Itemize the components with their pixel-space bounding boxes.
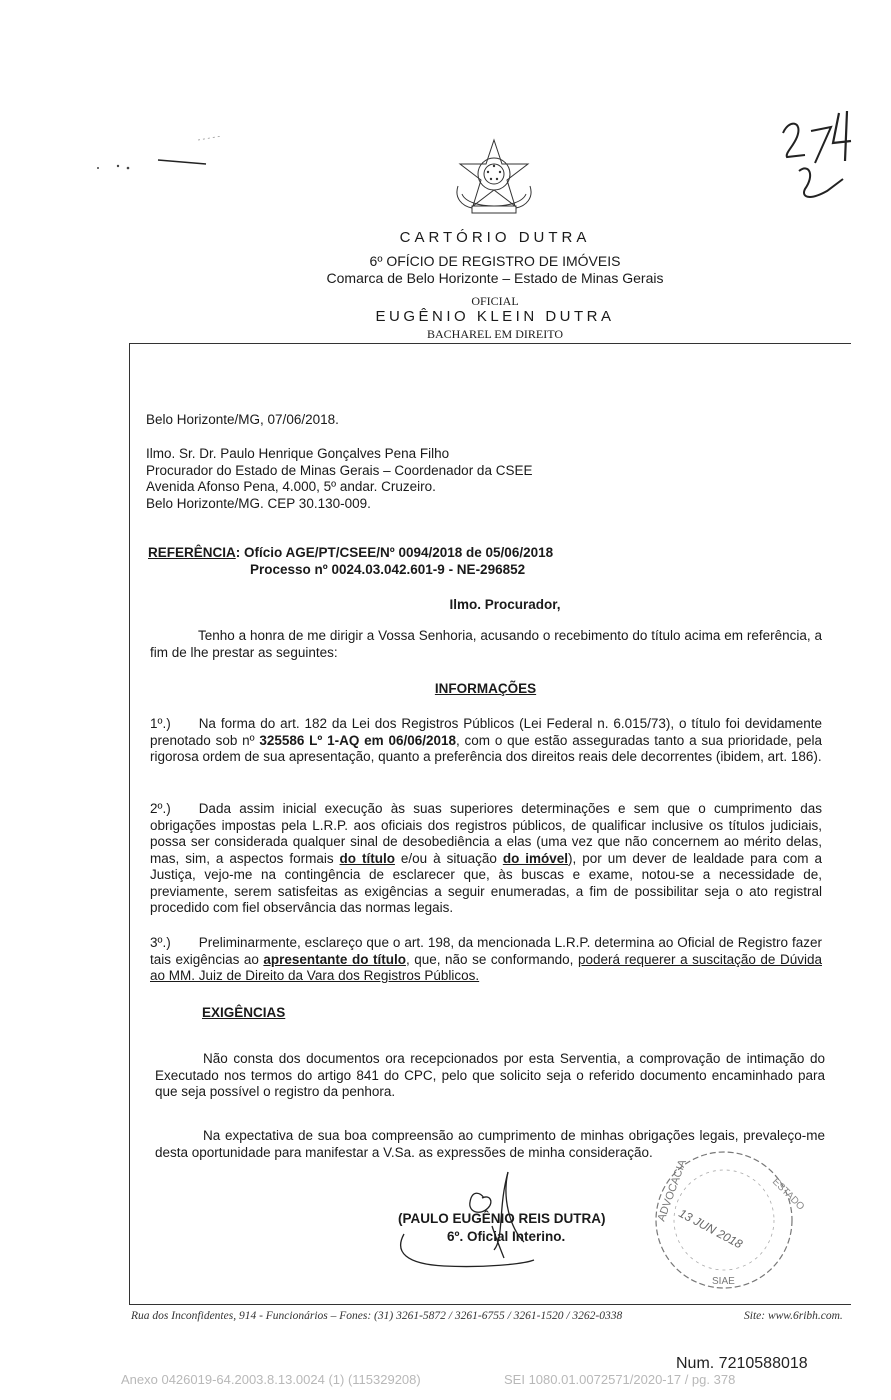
recipient-line: Belo Horizonte/MG. CEP 30.130-009. <box>146 495 371 511</box>
recipient-line: Ilmo. Sr. Dr. Paulo Henrique Gonçalves Pena Filho <box>146 446 450 461</box>
svg-text:SIAE: SIAE <box>712 1276 735 1287</box>
letterhead-office: 6º OFÍCIO DE REGISTRO DE IMÓVEIS <box>369 253 621 269</box>
informacoes-heading: INFORMAÇÕES <box>434 681 537 696</box>
closing-paragraph: Na expectativa de sua boa compreensão ao cumprimento de minhas obrigações legais, prevaleço-me desta oportunidade para manifestar a V.Sa. as expressões de minha consideração. <box>155 1128 825 1160</box>
signer-title: 6º. Oficial Interino. <box>447 1229 566 1244</box>
letterhead-role: OFICIAL <box>471 294 519 308</box>
recipient-block <box>146 446 532 512</box>
place-date: Belo Horizonte/MG, 07/06/2018. <box>146 412 339 427</box>
letterhead-officer-name: EUGÊNIO KLEIN DUTRA <box>375 308 615 325</box>
scan-marks <box>88 128 228 178</box>
exigencias-paragraph: Não consta dos documentos ora recepcionados por esta Serventia, a comprovação de intimação do Executado nos termos do artigo 841 do CPC, pelo que solicito seja o referido documento encaminhado para que seja possível o registro da penhora. <box>155 1051 825 1099</box>
coat-of-arms-emblem <box>448 136 540 222</box>
reference-block: REFERÊNCIA: Ofício AGE/PT/CSEE/Nº 0094/2018 de 05/06/2018 Processo nº 0024.03.042.601-9 - NE-296852 <box>148 545 554 577</box>
paragraph-1: 1º.) Na forma do art. 182 da Lei dos Registros Públicos (Lei Federal n. 6.015/73), o título foi devidamente prenotado sob nº 325586 Lº 1-AQ em 06/06/2018, com o que estão asseguradas tanto a sua prioridade, pela rigorosa ordem de sua apresentação, quanto a preferência dos direitos reais dele decorrentes (ibidem, art. 186). <box>150 716 823 764</box>
footer-address: Rua dos Inconfidentes, 914 - Funcionários – Fones: (31) 3261-5872 / 3261-6755 / 3261-1520 / 3262-0338 <box>131 1310 623 1322</box>
document-number: Num. 7210588018 <box>676 1355 808 1372</box>
recipient-line: Procurador do Estado de Minas Gerais – Coordenador da CSEE <box>146 462 533 478</box>
paragraph-number: 2º.) <box>150 801 171 816</box>
stamp-date: 13 JUN 2018 <box>676 1206 745 1252</box>
reference-oficio: Ofício AGE/PT/CSEE/Nº 0094/2018 de 05/06/2018 <box>244 545 554 560</box>
reference-label: REFERÊNCIA <box>148 545 236 560</box>
svg-text:ADVOCACIA: ADVOCACIA <box>655 1158 689 1224</box>
recipient-line: Avenida Afonso Pena, 4.000, 5º andar. Cruzeiro. <box>146 479 436 494</box>
letterhead-title: CARTÓRIO DUTRA <box>399 229 591 246</box>
frame-bottom-line <box>129 1304 851 1305</box>
sei-reference: SEI 1080.01.0072571/2020-17 / pg. 378 <box>504 1372 736 1387</box>
received-stamp <box>646 1148 806 1294</box>
frame-top-line <box>129 343 851 344</box>
exigencias-heading: EXIGÊNCIAS <box>202 1005 286 1020</box>
handwritten-page-number <box>775 105 855 215</box>
letterhead-degree: BACHAREL EM DIREITO <box>427 327 563 341</box>
salutation: Ilmo. Procurador, <box>449 597 561 612</box>
frame-left-line <box>129 343 130 1305</box>
signer-name: (PAULO EUGÊNIO REIS DUTRA) <box>398 1211 606 1226</box>
intro-paragraph: Tenho a honra de me dirigir a Vossa Senhoria, acusando o recebimento do título acima em referência, a fim de lhe prestar as seguintes: <box>150 628 822 660</box>
annex-reference: Anexo 0426019-64.2003.8.13.0024 (1) (115329208) <box>121 1372 421 1387</box>
footer-site: Site: www.6ribh.com. <box>744 1310 843 1322</box>
paragraph-2: 2º.) Dada assim inicial execução às suas superiores determinações e sem que o cumprimento das obrigações impostas pela L.R.P. aos oficiais dos registros públicos, de qualificar inclusive os títulos judiciais, possa ser considerada qualquer sinal de desobediência a elas (uma vez que não concernem ao mérito delas, mas, sim, a aspectos formais do título e/ou à situação do imóvel), por um dever de lealdade para com a Justiça, vejo-me na contingência de esclarecer que, às buscas e exame, notou-se a necessidade de, previamente, serem satisfeitas as exigências a seguir enumeradas, a fim de possibilitar seja o ato registral procedido com fiel observância das normas legais. <box>150 801 822 915</box>
paragraph-number: 3º.) <box>150 935 171 950</box>
letterhead-district: Comarca de Belo Horizonte – Estado de Minas Gerais <box>326 270 664 286</box>
paragraph-number: 1º.) <box>150 716 171 731</box>
paragraph-3: 3º.) Preliminarmente, esclareço que o art. 198, da mencionada L.R.P. determina ao Oficial de Registro fazer tais exigências ao apresentante do título, que, não se conformando, poderá requerer a suscitação de Dúvida ao MM. Juiz de Direito da Vara dos Registros Públicos. <box>150 935 822 983</box>
svg-text:ESTADO: ESTADO <box>769 1176 806 1213</box>
reference-processo: Processo nº 0024.03.042.601-9 - NE-296852 <box>250 561 526 577</box>
